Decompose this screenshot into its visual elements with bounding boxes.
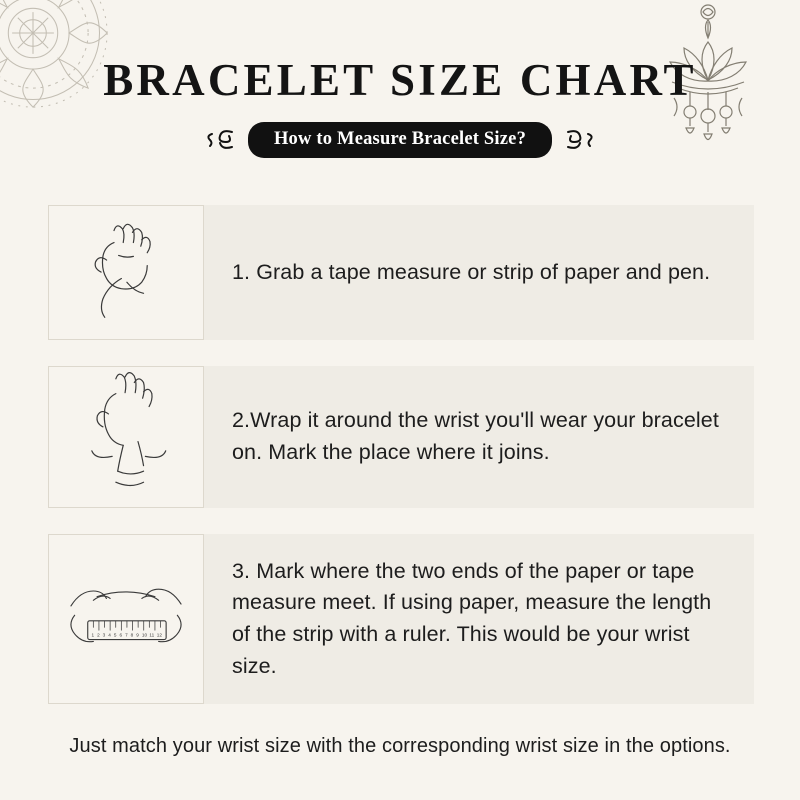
- step-text: 1. Grab a tape measure or strip of paper and pen.: [232, 259, 711, 284]
- step-item: [48, 205, 754, 340]
- flourish-left-icon: [202, 127, 236, 153]
- step-item: [48, 534, 754, 704]
- svg-text:12: 12: [156, 632, 162, 638]
- footer-note: Just match your wrist size with the corresponding wrist size in the options.: [69, 735, 731, 757]
- hands-measuring-ruler-icon: [56, 563, 196, 675]
- step-figure: [48, 205, 204, 340]
- svg-text:6: 6: [119, 632, 123, 638]
- step-item: [48, 366, 754, 508]
- step-figure: [48, 534, 204, 704]
- steps-list: [48, 205, 754, 730]
- svg-text:2: 2: [97, 632, 100, 638]
- svg-text:3: 3: [102, 632, 106, 638]
- hand-wrist-wrap-icon: [66, 367, 186, 507]
- step-text: 2.Wrap it around the wrist you'll wear your bracelet on. Mark the place where it joins.: [232, 408, 719, 464]
- page-title: BRACELET SIZE CHART: [103, 55, 697, 105]
- svg-text:11: 11: [149, 632, 155, 638]
- svg-text:4: 4: [108, 632, 111, 638]
- subtitle-pill: How to Measure Bracelet Size?: [248, 122, 552, 158]
- step-figure: [48, 366, 204, 508]
- svg-text:8: 8: [130, 632, 134, 638]
- svg-text:10: 10: [141, 632, 148, 638]
- step-text: 3. Mark where the two ends of the paper or tape measure meet. If using paper, measure the length of the strip with a ruler. This would be your wrist size.: [232, 558, 712, 678]
- flourish-right-icon: [564, 127, 598, 153]
- svg-text:5: 5: [113, 632, 117, 638]
- svg-text:1: 1: [91, 632, 95, 638]
- svg-text:7: 7: [125, 632, 128, 638]
- subtitle-row: [0, 122, 800, 158]
- svg-text:9: 9: [136, 632, 139, 638]
- hand-holding-tape-icon: [66, 217, 186, 329]
